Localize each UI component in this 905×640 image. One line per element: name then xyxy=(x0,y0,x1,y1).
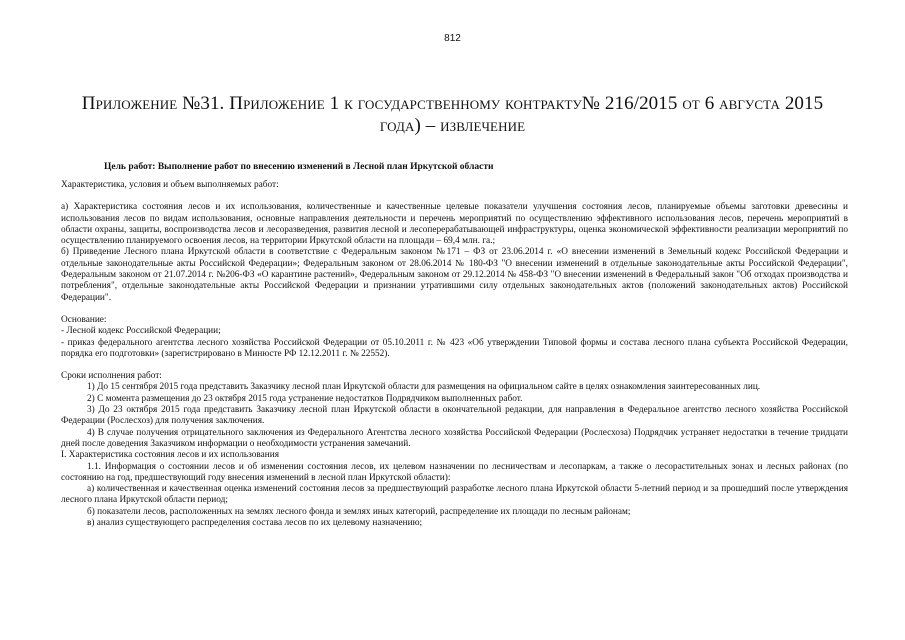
characteristics-a: а) Характеристика состояния лесов и их использования, количественные и качественные целевые показатели улучшения состояния лесов, планируемые объемы заготовки древесины и использования лесов по видам использования, основные направления деятельности и перечень мероприятий по осуществлению эффективного использования лесов, перечень мероприятий в области охраны, защиты, воспроизводства лесов и лесоразведения, развития лесной и лесоперерабатывающей инфраструктуры, оценка экономической эффективности реализации мероприятий по осуществлению планируемого освоения лесов, на территории Иркутской области на площади – 69,4 млн. га.; xyxy=(61,202,848,247)
document-body xyxy=(61,180,848,529)
deadlines-title: Сроки исполнения работ: xyxy=(61,371,162,382)
basis-title: Основание: xyxy=(61,314,107,325)
subsection-item: в) анализ существующего распределения состава лесов по их целевому назначению; xyxy=(87,518,423,529)
deadline-item: 4) В случае получения отрицательного заключения из Федерального Агентства лесного хозяйства Российской Федерации (Рослесхоза) Подрядчик устраняет недостатки в течение тридцати дней после доведения Заказчиком информации о необходимости устранения замечаний. xyxy=(61,427,848,449)
characteristics-title: Характеристика, условия и объем выполняемых работ: xyxy=(61,180,279,190)
subsection-item: б) показатели лесов, расположенных на землях лесного фонда и землях иных категорий, распределение их площади по лесным районам; xyxy=(87,506,631,517)
deadline-item: 3) До 23 октября 2015 года представить Заказчику лесной план Иркутской области в окончательной редакции, для направления в Федеральное агентство лесного хозяйства Российской Федерации (Рослесхоз) для получения заключения. xyxy=(61,405,848,427)
work-goal: Цель работ: Выполнение работ по внесению изменений в Лесной план Иркутской области xyxy=(104,162,494,172)
document-heading: Приложение №31. Приложение 1 к государственному контракту№ 216/2015 от 6 августа 2015 года) – извлечение xyxy=(81,93,824,136)
basis-item: - Лесной кодекс Российской Федерации; xyxy=(61,326,221,337)
subsection-item: 1.1. Информация о состоянии лесов и об изменении состояния лесов, их целевом назначении по лесничествам и лесопаркам, а также о лесорастительных зонах и лесных районах (по состоянию на год, предшествующий году внесения изменений в лесной план Иркутской области): xyxy=(61,461,848,483)
section-heading: I. Характеристика состояния лесов и их использования xyxy=(61,450,280,461)
basis-item: - приказ федерального агентства лесного хозяйства Российской Федерации от 05.10.2011 г. № 423 «Об утверждении Типовой формы и состава лесного плана субъекта Российской Федерации, порядка его подготовки» (зарегистрировано в Минюсте РФ 12.12.2011 г. № 22552). xyxy=(61,337,848,359)
deadline-item: 2) С момента размещения до 23 октября 2015 года устранение недостатков Подрядчиком выполненных работ. xyxy=(87,393,523,404)
deadline-item: 1) До 15 сентября 2015 года представить Заказчику лесной план Иркутской области для размещения на официальном сайте в целях ознакомления заинтересованных лиц. xyxy=(87,382,761,393)
subsection-item: а) количественная и качественная оценка изменений состояния лесов за предшествующий разработке лесного плана Иркутской области 5-летний период и за прошедший после утверждения лесного плана Иркутской области период; xyxy=(61,484,848,506)
characteristics-b: б) Приведение Лесного плана Иркутской области в соответствие с Федеральным законом №171 – ФЗ от 23.06.2014 г. «О внесении изменений в Земельный кодекс Российской Федерации и отдельные законодательные акты Российской Федерации»; Федеральным законом от 28.06.2014 № 180-ФЗ "О внесении изменений в отдельные законодательные акты Российской Федерации", Федеральным законом от 21.07.2014 г. №206-ФЗ «О карантине растений», Федеральным законом от 29.12.2014 № 458-ФЗ "О внесении изменений в Федеральный закон "Об отходах производства и потребления", отдельные законодательные акты Российской Федерации и признании утратившими силу отдельных законодательных актов (положений законодательных актов) Российской Федерации". xyxy=(61,247,848,303)
page-number: 812 xyxy=(444,33,461,44)
